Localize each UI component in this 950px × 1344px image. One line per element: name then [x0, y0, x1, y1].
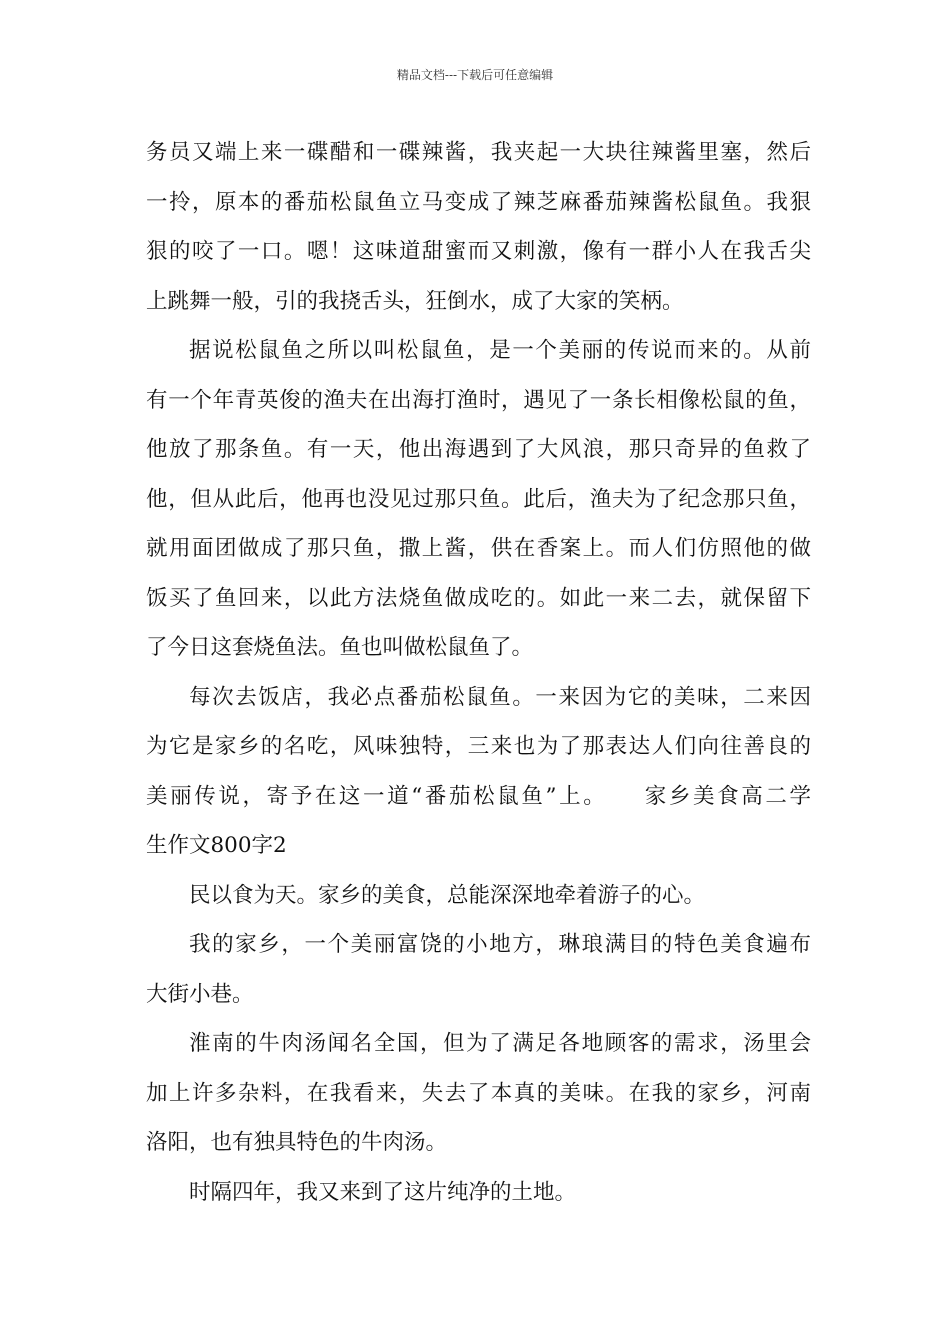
text-line: 美丽传说，寄予在这一道“番茄松鼠鱼”上。 家乡美食高二学: [146, 783, 811, 809]
paragraph-first-line: 时隔四年，我又来到了这片纯净的土地。: [189, 1179, 577, 1205]
text-line: 上跳舞一般，引的我挠舌头，狂倒水，成了大家的笑柄。: [146, 288, 684, 314]
paragraph-first-line: 淮南的牛肉汤闻名全国，但为了满足各地顾客的需求，汤里会: [189, 1031, 811, 1056]
body-text: [146, 128, 811, 1217]
paragraph-first-line: 民以食为天。家乡的美食，总能深深地牵着游子的心。: [189, 882, 706, 908]
text-line: 狠的咬了一口。嗯！这味道甜蜜而又刺激，像有一群小人在我舌尖: [146, 239, 811, 264]
text-line: 他放了那条鱼。有一天，他出海遇到了大风浪，那只奇异的鱼救了: [146, 437, 811, 462]
text-line: 了今日这套烧鱼法。鱼也叫做松鼠鱼了。: [146, 635, 534, 660]
text-line: 饭买了鱼回来，以此方法烧鱼做成吃的。如此一来二去，就保留下: [146, 585, 811, 611]
paragraph-first-line: 据说松鼠鱼之所以叫松鼠鱼，是一个美丽的传说而来的。从前: [189, 338, 811, 363]
paragraph-first-line: 我的家乡，一个美丽富饶的小地方，琳琅满目的特色美食遍布: [189, 932, 811, 957]
text-line: 加上许多杂料，在我看来，失去了本真的美味。在我的家乡，河南: [146, 1080, 811, 1106]
text-line: 就用面团做成了那只鱼，撒上酱，供在香案上。而人们仿照他的做: [146, 536, 811, 561]
text-line: 洛阳，也有独具特色的牛肉汤。: [146, 1130, 448, 1155]
paragraph-first-line: 每次去饭店，我必点番茄松鼠鱼。一来因为它的美味，二来因: [189, 684, 811, 710]
text-line: 为它是家乡的名吃，风味独特，三来也为了那表达人们向往善良的: [146, 734, 811, 759]
text-line: 大街小巷。: [146, 981, 254, 1007]
text-line: 生作文800字2: [146, 833, 287, 858]
text-line: 他，但从此后，他再也没见过那只鱼。此后，渔夫为了纪念那只鱼，: [146, 486, 811, 512]
text-line: 有一个年青英俊的渔夫在出海打渔时，遇见了一条长相像松鼠的鱼，: [146, 387, 811, 413]
text-line: 一拎，原本的番茄松鼠鱼立马变成了辣芝麻番茄辣酱松鼠鱼。我狠: [146, 189, 811, 215]
page-header: 精品文档---下载后可任意编辑: [396, 68, 554, 82]
text-line: 务员又端上来一碟醋和一碟辣酱，我夹起一大块往辣酱里塞，然后: [146, 140, 811, 165]
